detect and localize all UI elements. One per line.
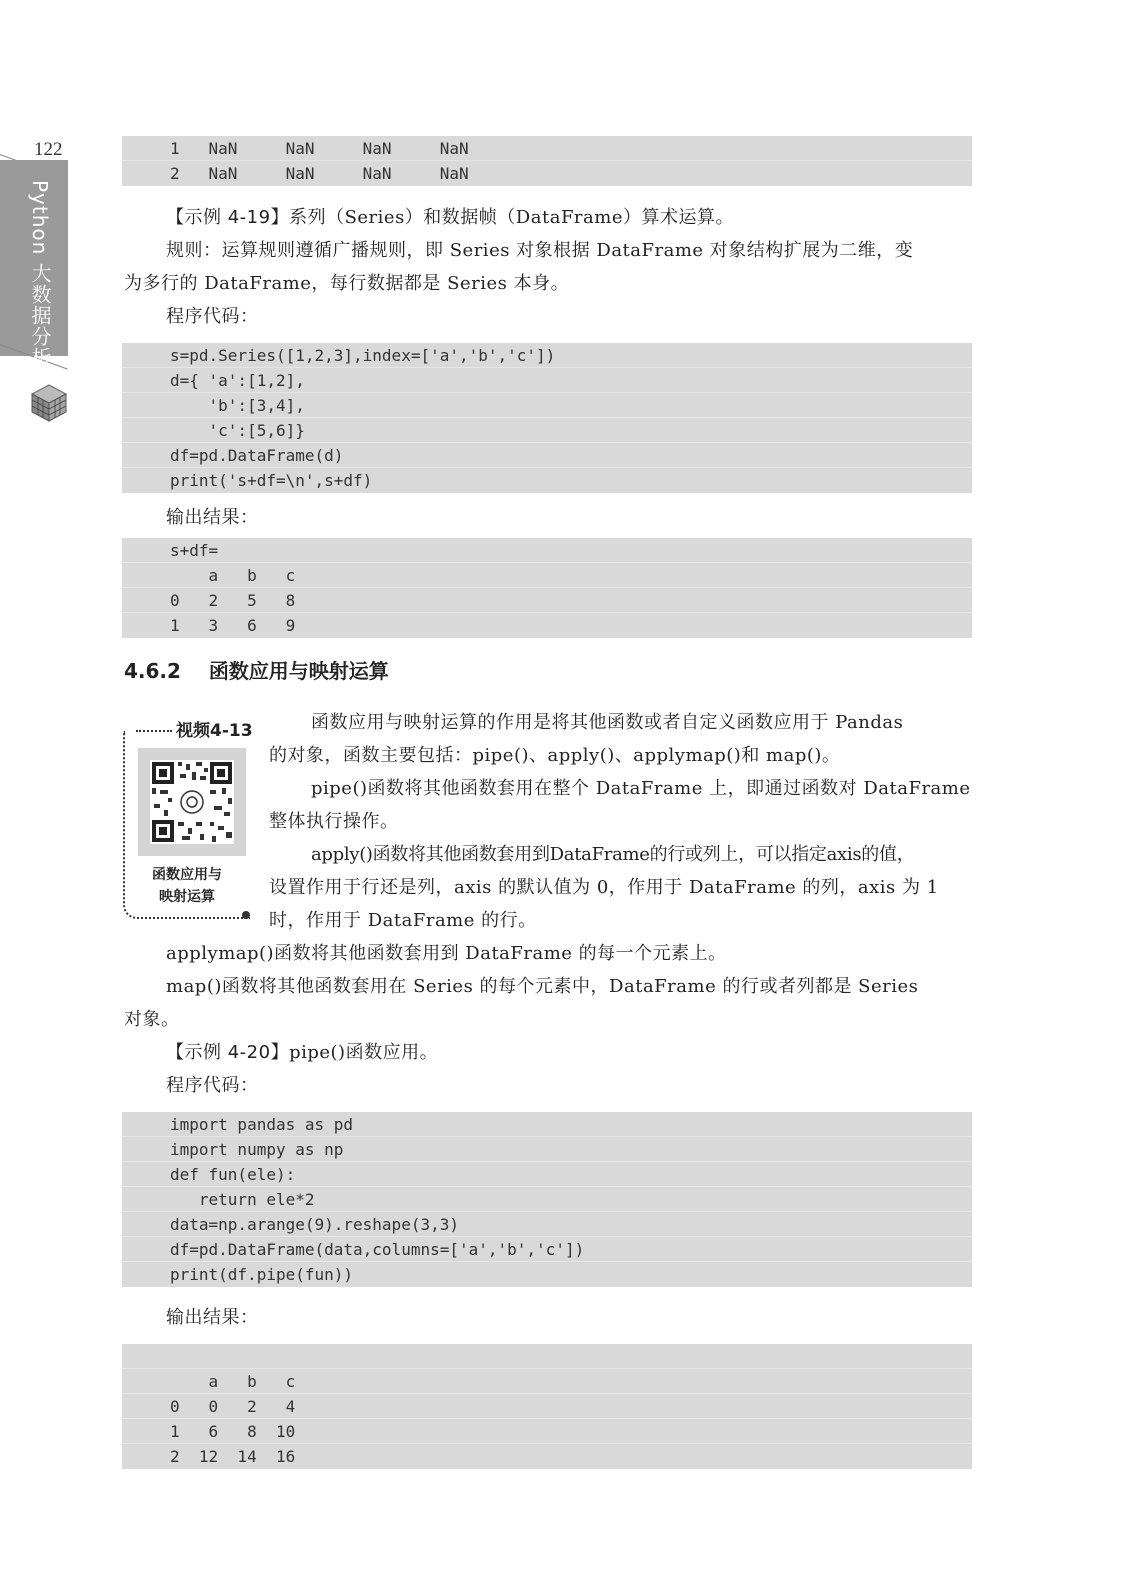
video-caption-line: 函数应用与 [152, 867, 222, 883]
code-line: def fun(ele): [122, 1162, 972, 1187]
output-line: s+df= [122, 538, 972, 563]
example-heading [166, 1036, 438, 1069]
section-heading [124, 655, 389, 684]
code-line: import pandas as pd [122, 1112, 972, 1137]
code-line: return ele*2 [122, 1187, 972, 1212]
code-line: 1 NaN NaN NaN NaN [122, 136, 972, 161]
code-line: data=np.arange(9).reshape(3,3) [122, 1212, 972, 1237]
output-line: 0 0 2 4 [122, 1394, 972, 1419]
paragraph-line: 对象。 [124, 1009, 180, 1030]
page-number: 122 [34, 139, 63, 160]
video-label: 视频4-13 [176, 721, 253, 741]
example-title: 系列（Series）和数据帧（DataFrame）算术运算。 [289, 207, 734, 228]
rule-text: 为多行的 DataFrame，每行数据都是 Series 本身。 [124, 273, 570, 294]
example-label: 【示例 4-20】 [166, 1042, 290, 1063]
paragraph-line: applymap()函数将其他函数套用到 DataFrame 的每一个元素上。 [166, 943, 727, 964]
code-line: 'c':[5,6]} [122, 418, 972, 443]
qr-code-icon [138, 748, 246, 856]
output-block [122, 1344, 972, 1469]
output-line: 0 2 5 8 [122, 588, 972, 613]
code-line: import numpy as np [122, 1137, 972, 1162]
rule-text: 规则：运算规则遵循广播规则，即 Series 对象根据 DataFrame 对象结构扩展为二维，变 [166, 240, 914, 261]
paragraph-line: 设置作用于行还是列，axis 的默认值为 0，作用于 DataFrame 的列，axis 为 1 [269, 877, 939, 898]
example-heading [166, 201, 734, 234]
output-line [122, 1344, 972, 1369]
qr-code[interactable] [138, 748, 246, 856]
code-line: d={ 'a':[1,2], [122, 368, 972, 393]
code-line: df=pd.DataFrame(data,columns=['a','b','c']) [122, 1237, 972, 1262]
code-line: 2 NaN NaN NaN NaN [170, 164, 469, 183]
paragraph-line: 时，作用于 DataFrame 的行。 [269, 910, 537, 931]
code-label: 程序代码： [166, 1075, 259, 1096]
paragraph-line: pipe()函数将其他函数套用在整个 DataFrame 上，即通过函数对 DataFrame [311, 778, 971, 799]
code-line: print(df.pipe(fun)) [170, 1265, 354, 1284]
video-caption-line: 映射运算 [159, 889, 215, 905]
side-title: Python 大数据分析 [28, 180, 52, 368]
paragraph-line: 的对象，函数主要包括：pipe()、apply()、applymap()和 map()。 [269, 745, 841, 766]
video-frame-dot [242, 911, 250, 919]
code-block-continued [122, 136, 972, 186]
output-block [122, 538, 972, 638]
code-line: 'b':[3,4], [122, 393, 972, 418]
section-title: 函数应用与映射运算 [208, 659, 389, 683]
example-title: pipe()函数应用。 [289, 1042, 439, 1063]
paragraph-line: 整体执行操作。 [269, 811, 399, 832]
code-line: print('s+df=\n',s+df) [170, 471, 373, 490]
example-label: 【示例 4-19】 [166, 207, 290, 228]
output-label: 输出结果： [166, 507, 259, 528]
video-caption [134, 864, 240, 908]
section-number: 4.6.2 [124, 659, 181, 683]
cube-icon [28, 383, 70, 423]
output-label: 输出结果： [166, 1307, 259, 1328]
code-block [122, 343, 972, 493]
code-label: 程序代码： [166, 306, 259, 327]
paragraph-line: apply()函数将其他函数套用到DataFrame的行或列上，可以指定axis的值， [311, 844, 915, 865]
paragraph-line: map()函数将其他函数套用在 Series 的每个元素中，DataFrame 的行或者列都是 Series [166, 976, 919, 997]
output-line: 2 12 14 16 [170, 1447, 296, 1466]
output-line: a b c [122, 563, 972, 588]
output-line: 1 3 6 9 [170, 616, 296, 635]
paragraph-line: 函数应用与映射运算的作用是将其他函数或者自定义函数应用于 Pandas [311, 712, 904, 733]
output-line: a b c [122, 1369, 972, 1394]
code-line: df=pd.DataFrame(d) [122, 443, 972, 468]
code-block [122, 1112, 972, 1287]
code-line: s=pd.Series([1,2,3],index=['a','b','c']) [122, 343, 972, 368]
output-line: 1 6 8 10 [122, 1419, 972, 1444]
